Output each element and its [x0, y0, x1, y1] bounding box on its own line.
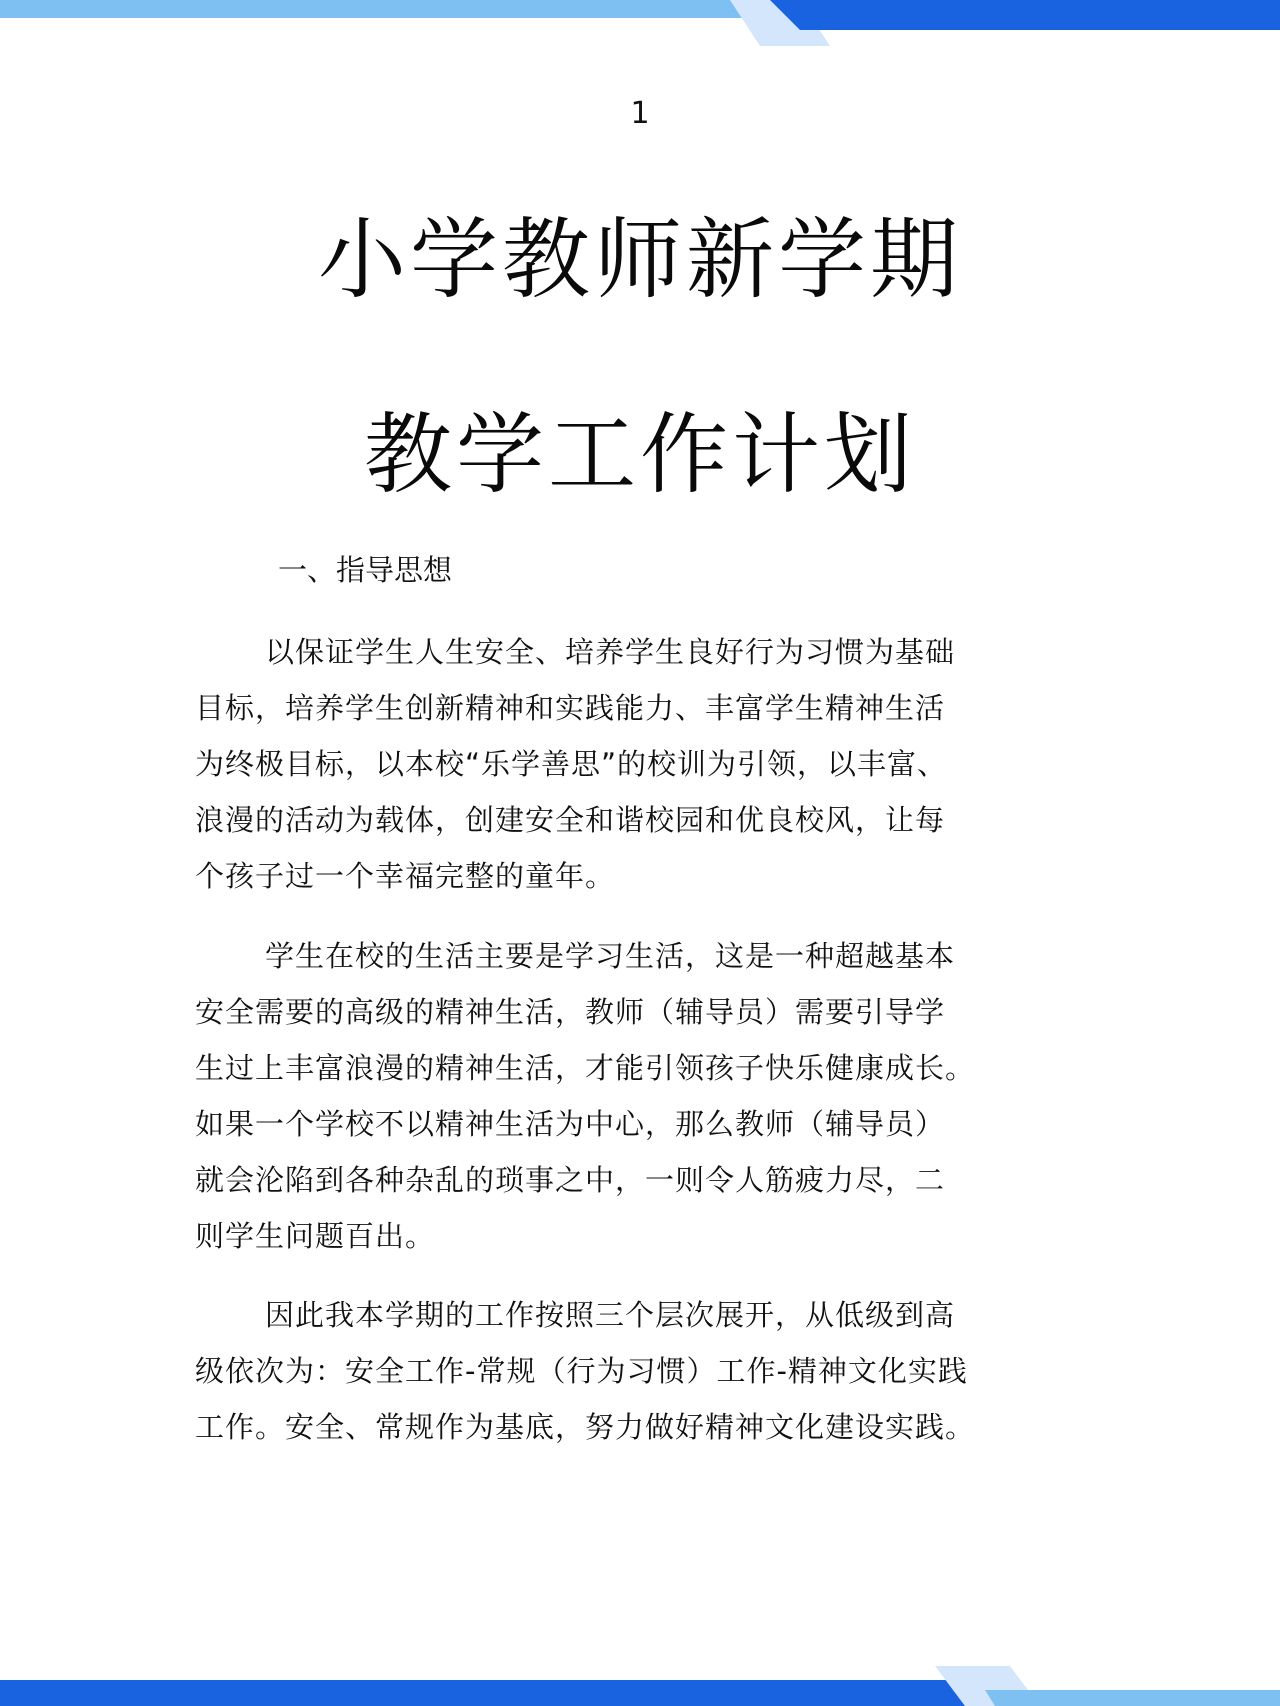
- text-line: 为终极目标，以本校“乐学善思”的校训为引领，以丰富、: [195, 747, 948, 781]
- page-number: 1: [630, 96, 650, 131]
- paragraph-2: [195, 928, 1095, 1264]
- text-line: 因此我本学期的工作按照三个层次展开，从低级到高: [265, 1298, 956, 1332]
- text-line: 个孩子过一个幸福完整的童年。: [195, 859, 616, 893]
- text-line: 目标，培养学生创新精神和实践能力、丰富学生精神生活: [195, 691, 946, 725]
- document-title-line-2: 教学工作计划: [363, 403, 916, 506]
- text-line: 生过上丰富浪漫的精神生活，才能引领孩子快乐健康成长。: [195, 1051, 976, 1085]
- section-heading: 一、指导思想: [278, 553, 453, 587]
- text-line: 就会沦陷到各种杂乱的琐事之中，一则令人筋疲力尽，二: [195, 1163, 946, 1197]
- bottom-decorative-band: [0, 1666, 1280, 1706]
- document-title-line-1: 小学教师新学期: [317, 208, 962, 311]
- text-line: 以保证学生人生安全、培养学生良好行为习惯为基础: [265, 635, 956, 669]
- text-line: 如果一个学校不以精神生活为中心，那么教师（辅导员）: [195, 1107, 946, 1141]
- text-line: 则学生问题百出。: [195, 1219, 436, 1253]
- top-decorative-band: [0, 0, 1280, 48]
- text-line: 安全需要的高级的精神生活，教师（辅导员）需要引导学: [195, 995, 946, 1029]
- paragraph-3: [195, 1287, 1095, 1455]
- text-line: 浪漫的活动为载体，创建安全和谐校园和优良校风，让每: [195, 803, 946, 837]
- paragraph-1: [195, 624, 1095, 904]
- text-line: 工作。安全、常规作为基底，努力做好精神文化建设实践。: [195, 1410, 976, 1444]
- text-line: 级依次为：安全工作-常规（行为习惯）工作-精神文化实践: [195, 1354, 968, 1388]
- text-line: 学生在校的生活主要是学习生活，这是一种超越基本: [265, 939, 956, 973]
